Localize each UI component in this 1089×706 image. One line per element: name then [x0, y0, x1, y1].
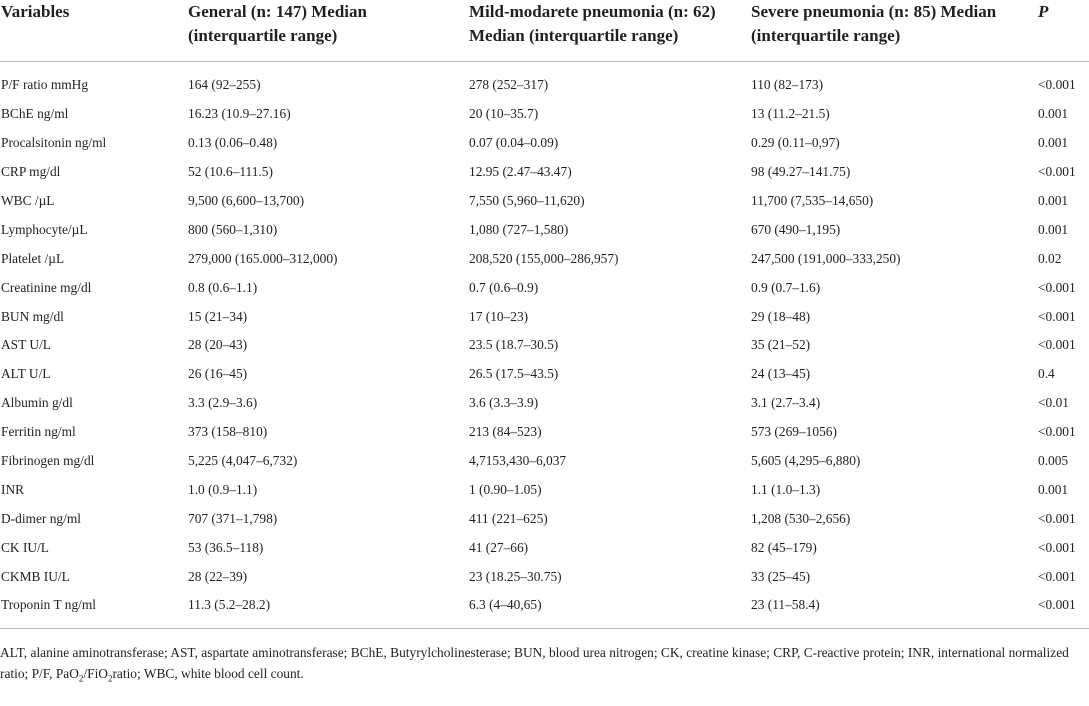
cell-severe: 13 (11.2–21.5) — [751, 106, 830, 122]
header-p-value: P — [1036, 0, 1089, 62]
cell-general: 707 (371–1,798) — [188, 510, 278, 526]
cell-variable: CRP mg/dl — [1, 164, 61, 180]
cell-mild-moderate: 7,550 (5,960–11,620) — [469, 193, 585, 208]
cell-mild-moderate: 12.95 (2.47–43.47) — [469, 164, 572, 180]
cell-severe: 35 (21–52) — [751, 337, 811, 353]
cell-variable: Troponin T ng/ml — [0, 591, 188, 628]
cell-general: 5,225 (4,047–6,732) — [188, 453, 298, 469]
cell-mild-moderate: 4,7153,430–6,037 — [469, 453, 567, 469]
cell-general: 52 (10.6–111.5) — [188, 164, 273, 180]
table-row — [0, 475, 1089, 504]
table-row — [0, 562, 1089, 591]
header-severe: Severe pneumonia (n: 85) Median (interquartile range) — [751, 0, 1036, 62]
cell-variable: Ferritin ng/ml — [1, 424, 76, 440]
cell-severe: 29 (18–48) — [751, 308, 811, 324]
cell-mild-moderate: 208,520 (155,000–286,957) — [469, 250, 619, 266]
cell-variable: BChE ng/ml — [1, 106, 69, 122]
cell-p-value: 0.001 — [1038, 481, 1069, 497]
cell-mild-moderate: 17 (10–23) — [469, 308, 529, 324]
table-row — [0, 418, 1089, 447]
cell-general: 800 (560–1,310) — [188, 221, 278, 237]
cell-variable: Fibrinogen mg/dl — [1, 453, 95, 469]
cell-general: 15 (21–34) — [188, 308, 248, 324]
table-row — [0, 389, 1089, 418]
cell-general: 11.3 (5.2–28.2) — [188, 591, 469, 628]
cell-mild-moderate: 6.3 (4–40,65) — [469, 591, 751, 628]
cell-variable: BUN mg/dl — [1, 308, 64, 324]
footnote-text: /FiO — [83, 666, 108, 681]
cell-general: 28 (22–39) — [188, 568, 248, 584]
cell-p-value: <0.001 — [1038, 308, 1076, 324]
table-row — [0, 302, 1089, 331]
cell-general: 16.23 (10.9–27.16) — [188, 106, 291, 122]
header-general: General (n: 147) Median (interquartile range) — [188, 0, 469, 62]
table-row — [0, 591, 1089, 628]
cell-p-value: <0.001 — [1038, 164, 1076, 180]
cell-general: 26 (16–45) — [188, 366, 248, 382]
table-row — [0, 215, 1089, 244]
cell-general: 164 (92–255) — [188, 77, 261, 93]
cell-general: 53 (36.5–118) — [188, 539, 264, 555]
cell-severe: 5,605 (4,295–6,880) — [751, 453, 861, 469]
cell-severe: 1.1 (1.0–1.3) — [751, 481, 821, 497]
header-row — [0, 0, 1089, 62]
cell-mild-moderate: 1,080 (727–1,580) — [469, 221, 569, 237]
cell-severe: 82 (45–179) — [751, 539, 817, 555]
cell-variable: P/F ratio mmHg — [1, 77, 89, 93]
cell-p-value: 0.001 — [1038, 135, 1069, 151]
cell-severe: 33 (25–45) — [751, 568, 811, 584]
cell-variable: D-dimer ng/ml — [1, 510, 81, 526]
cell-mild-moderate: 20 (10–35.7) — [469, 106, 539, 122]
table-footnote — [0, 642, 1086, 690]
cell-severe: 3.1 (2.7–3.4) — [751, 395, 821, 411]
cell-variable: CKMB IU/L — [1, 568, 70, 584]
cell-p-value: <0.01 — [1038, 395, 1069, 411]
table-row — [0, 331, 1089, 360]
cell-p-value: <0.001 — [1038, 510, 1076, 526]
cell-severe: 247,500 (191,000–333,250) — [751, 250, 901, 266]
cell-severe: 1,208 (530–2,656) — [751, 510, 851, 526]
footnote-subscript: 2 — [78, 673, 84, 684]
cell-variable: ALT U/L — [1, 366, 51, 382]
cell-variable: Creatinine mg/dl — [1, 279, 92, 295]
table-row — [0, 158, 1089, 187]
cell-variable: CK IU/L — [1, 539, 49, 555]
header-mild-moderate: Mild-modarete pneumonia (n: 62) Median (interquartile range) — [469, 0, 751, 62]
cell-general: 9,500 (6,600–13,700) — [188, 193, 305, 208]
cell-general: 0.13 (0.06–0.48) — [188, 135, 278, 151]
cell-mild-moderate: 26.5 (17.5–43.5) — [469, 366, 559, 382]
cell-severe: 110 (82–173) — [751, 77, 824, 93]
cell-p-value: <0.001 — [1036, 591, 1089, 628]
cell-p-value: <0.001 — [1038, 337, 1076, 353]
table-row — [0, 100, 1089, 129]
cell-p-value: 0.001 — [1038, 221, 1069, 237]
table-row — [0, 244, 1089, 273]
footnote-text: ALT, alanine aminotransferase; AST, aspartate aminotransferase; BChE, Butyrylcholinesterase; BUN, blood urea nitrogen; CK, creatine kinase; CRP, C-reactive protein; INR, international normalized ratio; P/F, PaO — [0, 645, 1069, 681]
cell-p-value: 0.4 — [1038, 366, 1055, 382]
cell-severe: 0.9 (0.7–1.6) — [751, 279, 821, 295]
cell-variable: WBC /µL — [1, 193, 55, 208]
cell-severe: 24 (13–45) — [751, 366, 811, 382]
cell-mild-moderate: 0.7 (0.6–0.9) — [469, 279, 539, 295]
table-row — [0, 504, 1089, 533]
cell-p-value: <0.001 — [1038, 568, 1076, 584]
cell-mild-moderate: 278 (252–317) — [469, 77, 549, 93]
cell-general: 3.3 (2.9–3.6) — [188, 395, 258, 411]
cell-general: 279,000 (165.000–312,000) — [188, 250, 338, 266]
cell-variable: Platelet /µL — [1, 250, 65, 266]
cell-severe: 0.29 (0.11–0,97) — [751, 135, 840, 151]
footnote-subscript: 2 — [107, 673, 113, 684]
cell-p-value: <0.001 — [1038, 279, 1076, 295]
cell-variable: Procalsitonin ng/ml — [1, 135, 107, 151]
table-row — [0, 129, 1089, 158]
cell-severe: 23 (11–58.4) — [751, 591, 1036, 628]
cell-variable: Albumin g/dl — [1, 395, 73, 411]
cell-variable: INR — [1, 481, 25, 497]
footnote-text: ratio; WBC, white blood cell count. — [112, 666, 304, 681]
cell-p-value: 0.001 — [1038, 106, 1069, 122]
cell-mild-moderate: 23 (18.25–30.75) — [469, 568, 562, 584]
cell-p-value: 0.005 — [1038, 453, 1069, 469]
cell-general: 1.0 (0.9–1.1) — [188, 481, 258, 497]
cell-mild-moderate: 411 (221–625) — [469, 510, 548, 526]
header-variables: Variables — [0, 0, 188, 62]
cell-general: 373 (158–810) — [188, 424, 268, 440]
cell-mild-moderate: 23.5 (18.7–30.5) — [469, 337, 559, 353]
cell-variable: AST U/L — [1, 337, 51, 353]
cell-mild-moderate: 213 (84–523) — [469, 424, 542, 440]
table-row — [0, 187, 1089, 216]
table-row — [0, 273, 1089, 302]
table-row — [0, 533, 1089, 562]
table-row — [0, 360, 1089, 389]
cell-p-value: 0.001 — [1038, 193, 1069, 208]
cell-variable: Lymphocyte/µL — [1, 221, 88, 237]
cell-mild-moderate: 41 (27–66) — [469, 539, 529, 555]
cell-p-value: <0.001 — [1038, 539, 1076, 555]
cell-general: 0.8 (0.6–1.1) — [188, 279, 258, 295]
cell-mild-moderate: 0.07 (0.04–0.09) — [469, 135, 559, 151]
cell-p-value: 0.02 — [1038, 250, 1062, 266]
table-row — [0, 447, 1089, 476]
cell-severe: 573 (269–1056) — [751, 424, 837, 440]
cell-severe: 670 (490–1,195) — [751, 221, 841, 237]
cell-mild-moderate: 1 (0.90–1.05) — [469, 481, 542, 497]
cell-general: 28 (20–43) — [188, 337, 248, 353]
table-row — [0, 62, 1089, 100]
cell-p-value: <0.001 — [1038, 424, 1076, 440]
cell-mild-moderate: 3.6 (3.3–3.9) — [469, 395, 539, 411]
cell-severe: 98 (49.27–141.75) — [751, 164, 851, 180]
cell-severe: 11,700 (7,535–14,650) — [751, 193, 874, 208]
cell-p-value: <0.001 — [1038, 77, 1076, 93]
